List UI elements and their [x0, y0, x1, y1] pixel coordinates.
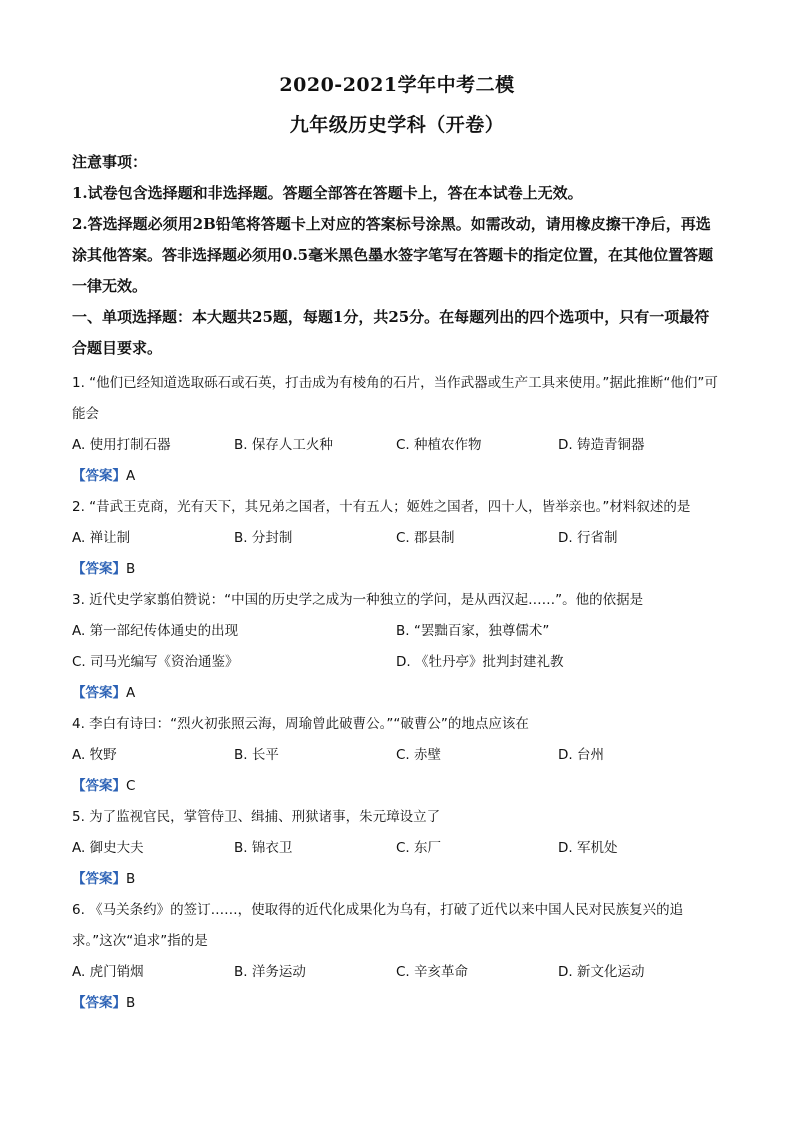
answer-line — [72, 461, 722, 492]
question-6 — [72, 895, 722, 1019]
question-4 — [72, 709, 722, 802]
option-b: B. 长平 — [234, 747, 279, 763]
option-b: B. “罢黜百家，独尊儒术” — [396, 623, 550, 639]
option-d: D. 台州 — [558, 747, 604, 763]
option-row — [72, 957, 722, 988]
option-a: A. 虎门销烟 — [72, 964, 144, 980]
answer-tag: 【答案】 — [72, 685, 126, 701]
exam-subtitle: 九年级历史学科（开卷） — [289, 114, 505, 136]
option-a: A. 第一部纪传体通史的出现 — [72, 623, 239, 639]
option-row — [72, 833, 722, 864]
option-d: D. 铸造青铜器 — [558, 437, 645, 453]
answer-tag: 【答案】 — [72, 995, 126, 1011]
notes-item-1: 1.试卷包含选择题和非选择题。答题全部答在答题卡上，答在本试卷上无效。 — [72, 184, 583, 202]
option-d: D. 军机处 — [558, 840, 618, 856]
question-stem: 5. 为了监视官民，掌管侍卫、缉捕、刑狱诸事，朱元璋设立了 — [72, 809, 441, 825]
answer-value: A — [126, 685, 136, 701]
option-row — [72, 523, 722, 554]
option-b: B. 洋务运动 — [234, 964, 306, 980]
question-3 — [72, 585, 722, 709]
answer-value: C — [126, 778, 136, 794]
question-stem: 6. 《马关条约》的签订……，使取得的近代化成果化为乌有，打破了近代以来中国人民对民族复兴的追求。”这次“追求”指的是 — [72, 902, 684, 949]
notes-heading: 注意事项： — [72, 153, 148, 171]
question-stem: 3. 近代史学家翦伯赞说：“中国的历史学之成为一种独立的学问，是从西汉起……”。他的依据是 — [72, 592, 644, 608]
question-stem: 1. “他们已经知道选取砾石或石英，打击成为有棱角的石片，当作武器或生产工具来使用。”据此推断“他们”可能会 — [72, 375, 718, 422]
notes-item-2: 2.答选择题必须用2B铅笔将答题卡上对应的答案标号涂黑。如需改动，请用橡皮擦干净后，再选涂其他答案。答非选择题必须用0.5毫米黑色墨水签字笔写在答题卡的指定位置，在其他位置答题一律无效。 — [72, 215, 714, 295]
exam-title: 2020-2021学年中考二模 — [279, 74, 515, 96]
answer-tag: 【答案】 — [72, 561, 126, 577]
option-row — [72, 430, 722, 461]
question-5 — [72, 802, 722, 895]
answer-value: A — [126, 468, 136, 484]
option-a: A. 牧野 — [72, 747, 117, 763]
question-stem: 4. 李白有诗曰：“烈火初张照云海，周瑜曾此破曹公。”“破曹公”的地点应该在 — [72, 716, 529, 732]
answer-line — [72, 864, 722, 895]
option-row — [72, 647, 722, 678]
question-2 — [72, 492, 722, 585]
option-c: C. 种植农作物 — [396, 437, 482, 453]
option-d: D. 行省制 — [558, 530, 618, 546]
option-b: B. 分封制 — [234, 530, 293, 546]
option-c: C. 辛亥革命 — [396, 964, 469, 980]
answer-value: B — [126, 871, 136, 887]
question-1 — [72, 368, 722, 492]
answer-tag: 【答案】 — [72, 468, 126, 484]
notes-section — [72, 147, 722, 364]
answer-line — [72, 988, 722, 1019]
option-a: A. 御史大夫 — [72, 840, 144, 856]
option-c: C. 赤壁 — [396, 747, 442, 763]
option-a: A. 禅让制 — [72, 530, 131, 546]
option-c: C. 郡县制 — [396, 530, 455, 546]
answer-line — [72, 554, 722, 585]
option-d: D. 新文化运动 — [558, 964, 645, 980]
answer-tag: 【答案】 — [72, 871, 126, 887]
question-stem: 2. “昔武王克商，光有天下，其兄弟之国者，十有五人；姬姓之国者，四十人，皆举亲也。”材料叙述的是 — [72, 499, 691, 515]
answer-tag: 【答案】 — [72, 778, 126, 794]
option-row — [72, 740, 722, 771]
answer-line — [72, 771, 722, 802]
section-heading: 一、单项选择题：本大题共25题，每题1分，共25分。在每题列出的四个选项中，只有一项最符合题目要求。 — [72, 308, 710, 357]
option-b: B. 锦衣卫 — [234, 840, 293, 856]
option-a: A. 使用打制石器 — [72, 437, 171, 453]
option-d: D. 《牡丹亭》批判封建礼教 — [396, 654, 564, 670]
answer-line — [72, 678, 722, 709]
answer-value: B — [126, 561, 136, 577]
question-list — [72, 368, 722, 1019]
option-b: B. 保存人工火种 — [234, 437, 333, 453]
option-c: C. 东厂 — [396, 840, 442, 856]
option-c: C. 司马光编写《资治通鉴》 — [72, 654, 239, 670]
option-row — [72, 616, 722, 647]
answer-value: B — [126, 995, 136, 1011]
